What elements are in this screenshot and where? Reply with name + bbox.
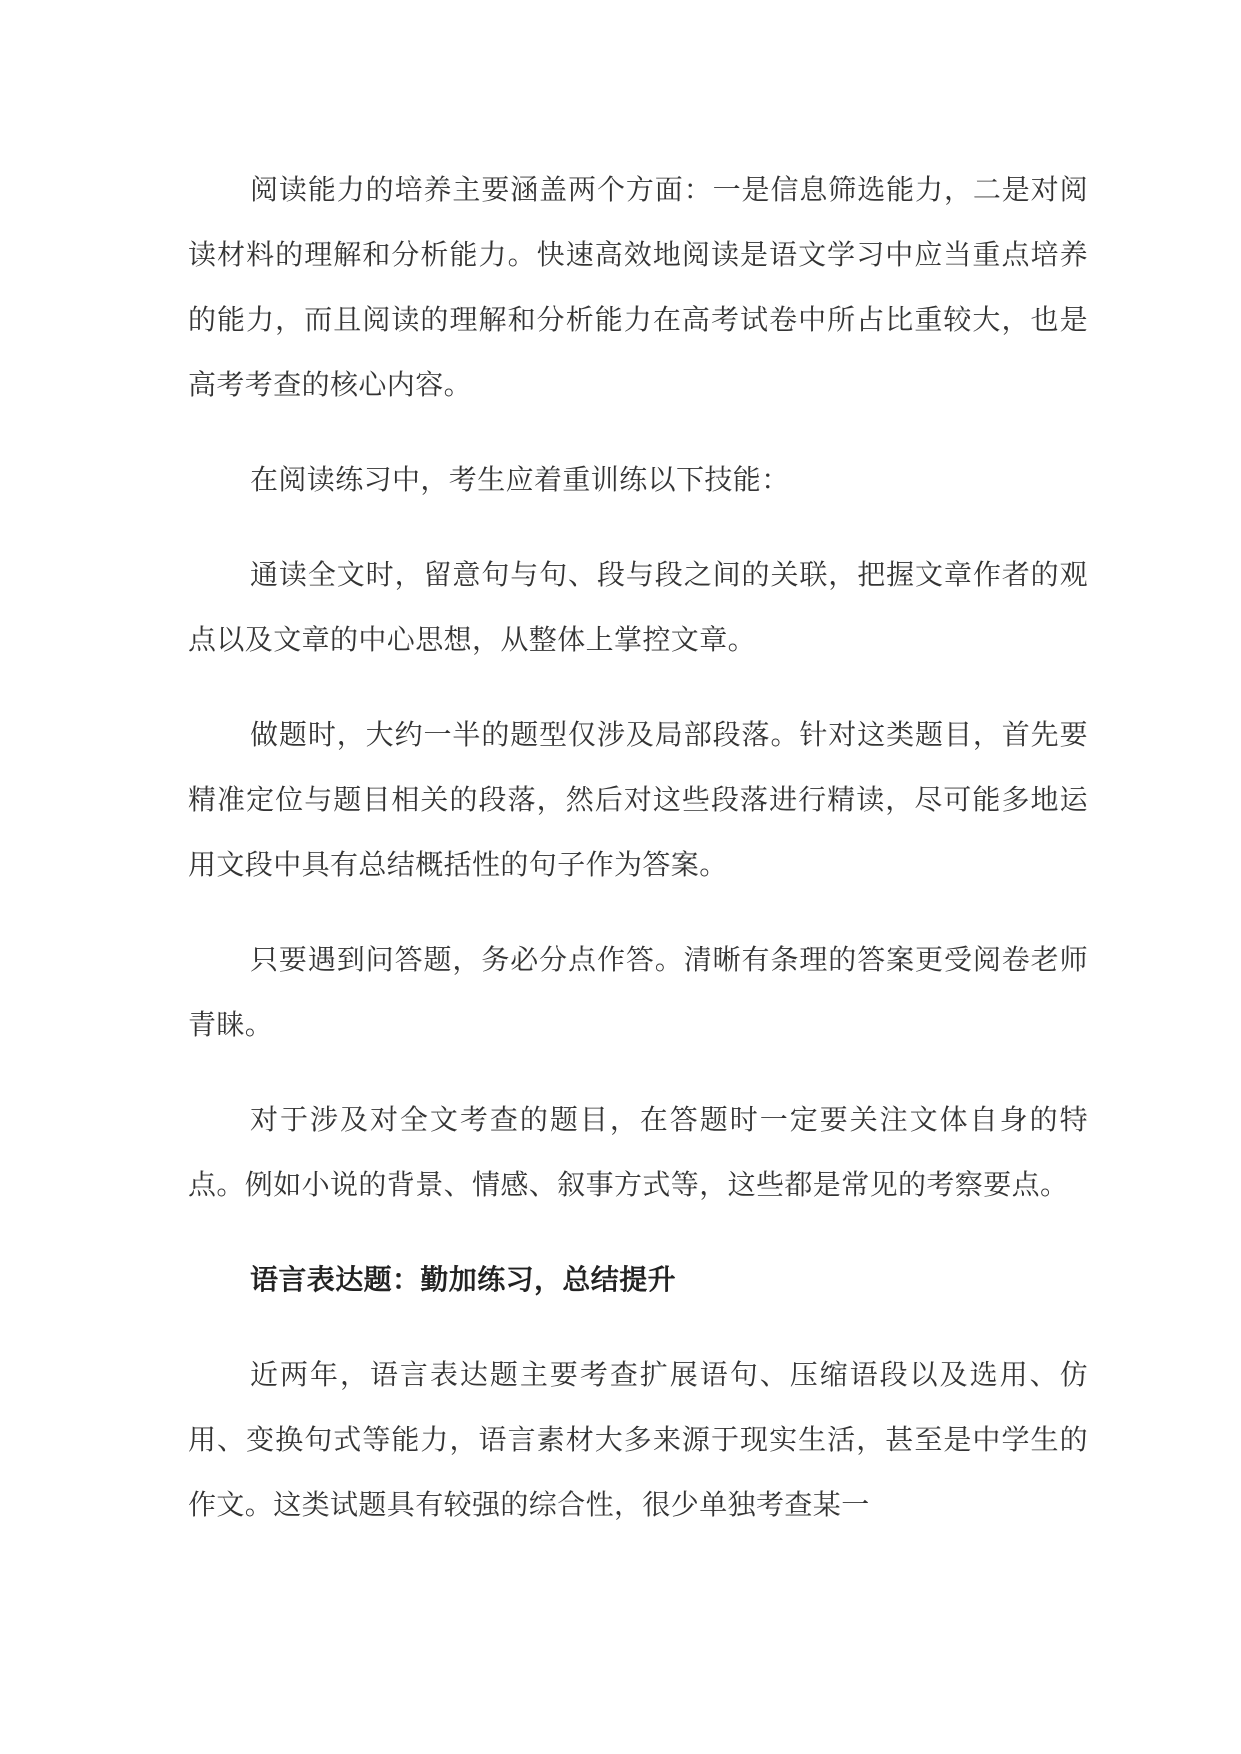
paragraph-read-through: 通读全文时，留意句与句、段与段之间的关联，把握文章作者的观点以及文章的中心思想，从整体上掌控文章。 [188, 558, 1088, 656]
paragraph-reading-practice-intro: 在阅读练习中，考生应着重训练以下技能： [250, 463, 790, 496]
paragraph-language-expression: 近两年，语言表达题主要考查扩展语句、压缩语段以及选用、仿用、变换句式等能力，语言素材大多来源于现实生活，甚至是中学生的作文。这类试题具有较强的综合性，很少单独考查某一 [188, 1358, 1088, 1521]
section-heading-language-expression: 语言表达题：勤加练习，总结提升 [250, 1263, 677, 1296]
paragraph-reading-ability: 阅读能力的培养主要涵盖两个方面：一是信息筛选能力，二是对阅读材料的理解和分析能力。快速高效地阅读是语文学习中应当重点培养的能力，而且阅读的理解和分析能力在高考试卷中所占比重较大，也是高考考查的核心内容。 [188, 173, 1088, 401]
paragraph-whole-text-questions: 对于涉及对全文考查的题目，在答题时一定要关注文体自身的特点。例如小说的背景、情感、叙事方式等，这些都是常见的考察要点。 [188, 1103, 1088, 1201]
paragraph-short-answer: 只要遇到问答题，务必分点作答。清晰有条理的答案更受阅卷老师青睐。 [188, 943, 1088, 1041]
document-body [188, 157, 1088, 1567]
paragraph-local-questions: 做题时，大约一半的题型仅涉及局部段落。针对这类题目，首先要精准定位与题目相关的段落，然后对这些段落进行精读，尽可能多地运用文段中具有总结概括性的句子作为答案。 [188, 718, 1088, 881]
